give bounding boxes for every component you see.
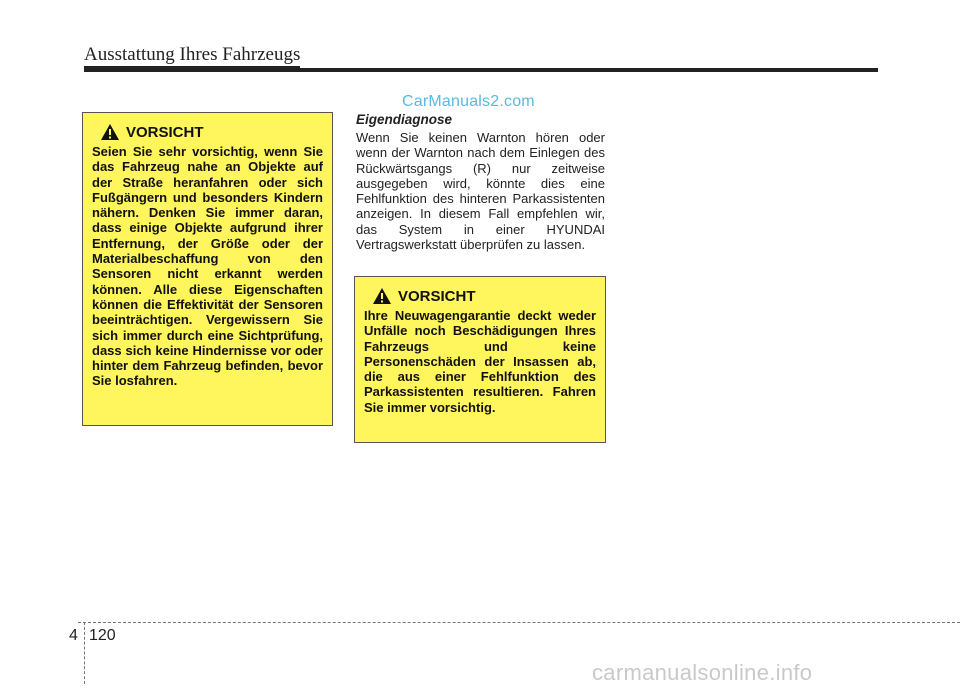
warning-title: VORSICHT [126,123,204,141]
watermark-bottom: carmanualsonline.info [592,660,813,685]
footer-divider [84,622,85,684]
warning-title: VORSICHT [398,287,476,305]
footer-rule [78,622,960,623]
warning-header [372,287,596,305]
chapter-number: 4 [69,627,78,644]
header-title: Ausstattung Ihres Fahrzeugs [84,44,301,65]
page-number: 120 [89,627,116,644]
section-body-text: Wenn Sie keinen Warnton hören oder wenn der Warnton nach dem Einlegen des Rückwärtsgangs (R) nur zeitweise ausgegeben wird, könnte dies eine Fehlfunktion des hinteren Parkassistenten anzeigen. In diesem Fall empfehlen wir, das System in einer HYUNDAI Vertragswerkstatt überprüfen zu lassen. [356,130,605,253]
warning-text: Seien Sie sehr vorsichtig, wenn Sie das Fahrzeug nahe an Objekte auf der Straße heranfahren oder sich Fußgängern und besonders Kindern nähern. Denken Sie immer daran, dass einige Objekte aufgrund ihrer Entfernung, der Größe oder der Materialbeschaffung von den Sensoren nicht erkannt werden können. Alle diese Eigenschaften können die Effektivität der Sensoren beeinträchtigen. Vergewissern Sie sich immer durch eine Sichtprüfung, dass sich keine Hindernisse vor oder hinter dem Fahrzeug befinden, bevor Sie losfahren. [92,144,323,389]
warning-box-left [82,112,333,426]
warning-header [100,123,323,141]
warning-box-right [354,276,606,443]
header-rule [84,68,878,72]
warning-text: Ihre Neuwagengarantie deckt weder Unfälle noch Beschädigungen Ihres Fahrzeugs und keine Personenschäden der Insassen ab, die aus einer Fehlfunktion des Parkassistenten resultieren. Fahren Sie immer vorsichtig. [364,308,596,415]
section-heading: Eigendiagnose [356,112,453,127]
watermark-top: CarManuals2.com [402,93,535,110]
warning-triangle-icon [100,123,120,141]
warning-triangle-icon [372,287,392,305]
header-rule-accent [84,66,300,72]
